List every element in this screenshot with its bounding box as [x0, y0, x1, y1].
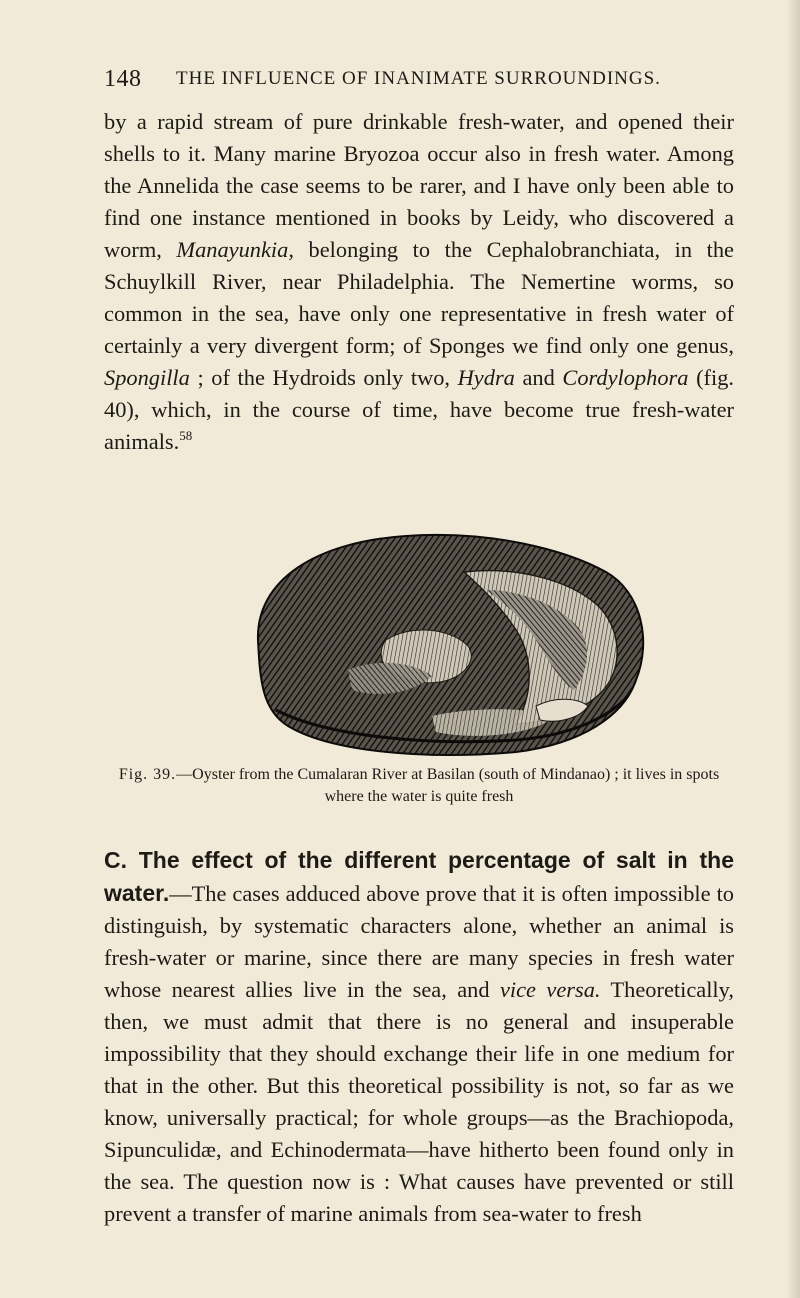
- italic-vice-versa: vice versa.: [499, 977, 601, 1002]
- text-run: —The cases adduced above prove that it is often impossible to distinguish, by systematic characters alone, whether an animal is fresh-water or marine, since there are many species in fresh water whose nearest allies live in the sea, and: [104, 881, 734, 1002]
- running-header: [104, 66, 704, 94]
- page-number: 148: [104, 66, 142, 92]
- text-run: by a rapid stream of pure drinkable fresh-water, and opened their shells to it. Many marine Bryozoa occur also in fresh water. Among the Annelida the case seems to be rarer, and I have only been able to find one instance mentioned in books by Leidy, who discovered a worm,: [104, 109, 734, 262]
- oyster-illustration: [236, 520, 656, 760]
- running-title: THE INFLUENCE OF INANIMATE SURROUNDINGS.: [176, 68, 661, 89]
- text-run: (fig. 40), which, in the course of time, have become true fresh-water animals.: [104, 365, 734, 454]
- section-heading: C. The effect of the different percentage of salt in the water.: [104, 847, 734, 906]
- paragraph-body: [104, 844, 734, 1230]
- paragraph-body: [104, 106, 734, 458]
- caption-text: —Oyster from the Cumalaran River at Basilan (south of Mindanao) ; it lives in spots where the water is quite fresh: [176, 766, 720, 805]
- text-run: belonging to the Cephalobranchiata, in the Schuylkill River, near Philadelphia. The Nemertine worms, so common in the sea, have only one representative in fresh water of certainly a very divergent form; of Sponges we find only one genus,: [104, 237, 734, 358]
- genus-name-spongilla: Spongilla: [104, 365, 190, 390]
- paragraph-fresh-water-animals: [104, 106, 734, 458]
- page-edge-shadow: [786, 0, 800, 1298]
- figure-label: Fig. 39.: [118, 766, 177, 783]
- text-run: ; of the Hydroids only two,: [189, 365, 458, 390]
- species-name-manayunkia: Manayunkia,: [176, 237, 294, 262]
- footnote-reference: 58: [179, 428, 193, 443]
- genus-name-hydra: Hydra: [457, 365, 515, 390]
- text-run: and: [514, 365, 563, 390]
- figure-caption: [104, 764, 734, 808]
- paragraph-salt-percentage: [104, 844, 734, 1230]
- genus-name-cordylophora: Cordylophora: [562, 365, 689, 390]
- text-run: Theoretically, then, we must admit that there is no general and insuperable impossibility that they should exchange their life in one medium for that in the other. But this theoretical possibility is not, so far as we know, universally practical; for whole groups—as the Brachiopoda, Sipunculidæ, and Echinodermata—have hitherto been found only in the sea. The question now is : What causes have prevented or still prevent a transfer of marine animals from sea-water to fresh: [104, 977, 734, 1226]
